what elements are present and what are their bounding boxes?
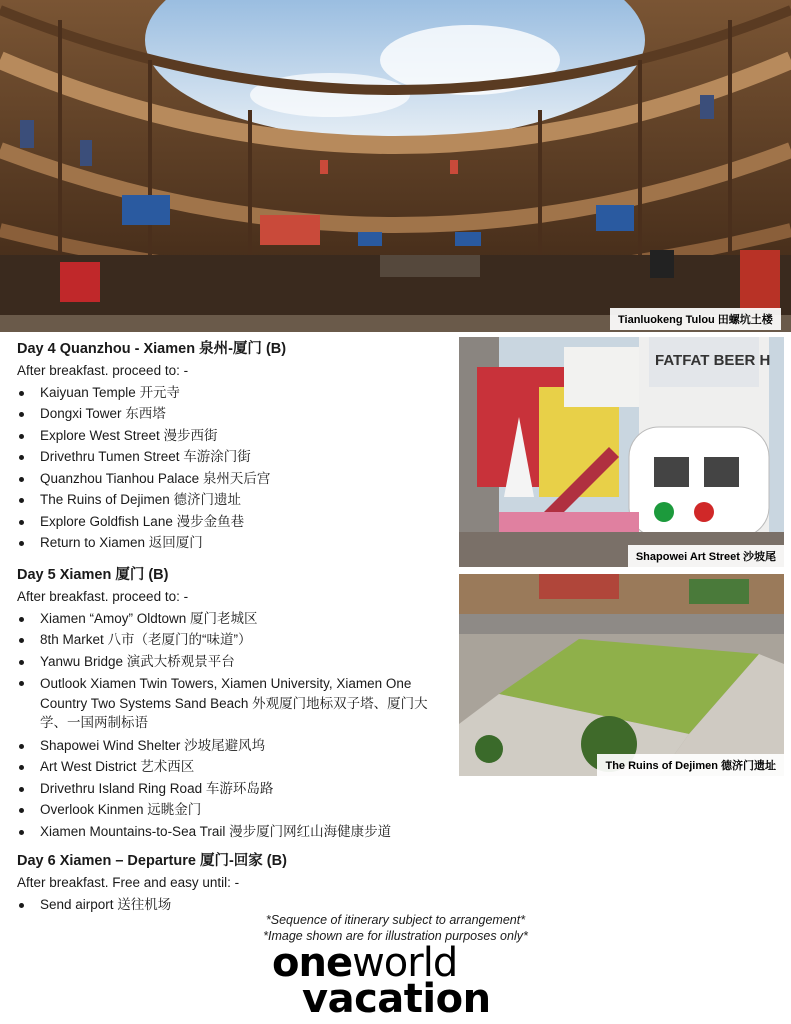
day4-title: Day 4 Quanzhou - Xiamen 泉州-厦门 (B) [17,341,287,357]
hero-caption: Tianluokeng Tulou 田螺坑土楼 [610,308,781,330]
list-item: Quanzhou Tianhou Palace 泉州天后宫 [17,468,447,490]
note-illustration: *Image shown are for illustration purposes only* [263,929,528,943]
list-item: Yanwu Bridge 演武大桥观景平台 [17,651,447,673]
list-item: Drivethru Island Ring Road 车游环岛路 [17,778,447,800]
list-item: Kaiyuan Temple 开元寺 [17,382,447,404]
day5-intro: After breakfast. proceed to: - [17,589,189,604]
day6-section [17,850,447,915]
day5-list [17,608,447,843]
list-item: The Ruins of Dejimen 德济门遗址 [17,489,447,511]
list-item: Overlook Kinmen 远眺金门 [17,799,447,821]
list-item: Return to Xiamen 返回厦门 [17,532,447,554]
note-sequence: *Sequence of itinerary subject to arrangement* [265,913,526,927]
day6-intro: After breakfast. Free and easy until: - [17,875,240,890]
list-item: 8th Market 八市（老厦门的“味道”） [17,629,447,651]
day5-title: Day 5 Xiamen 厦门 (B) [17,567,169,583]
tulou-illustration [0,0,791,332]
photo-ruins-of-dejimen [459,574,784,776]
day4-section [17,338,447,554]
oneworld-vacation-logo [272,940,522,1022]
street-sign-text: FATFAT BEER H [655,352,771,369]
list-item: Shapowei Wind Shelter 沙坡尾避风坞 [17,735,447,757]
list-item: Explore West Street 漫步西街 [17,425,447,447]
ruins-caption: The Ruins of Dejimen 德济门遗址 [597,754,784,776]
list-item: Drivethru Tumen Street 车游涂门街 [17,446,447,468]
logo-world: world [352,940,458,986]
list-item: Xiamen “Amoy” Oldtown 厦门老城区 [17,608,447,630]
street-illustration [459,337,784,567]
street-caption: Shapowei Art Street 沙坡尾 [628,545,784,567]
logo-vacation: vacation [302,976,491,1022]
ruins-illustration [459,574,784,776]
list-item: Dongxi Tower 东西塔 [17,403,447,425]
day6-title: Day 6 Xiamen – Departure 厦门-回家 (B) [17,853,287,869]
photo-shapowei-art-street [459,337,784,567]
logo-one: one [272,940,353,986]
list-item: Explore Goldfish Lane 漫步金鱼巷 [17,511,447,533]
list-item: Xiamen Mountains-to-Sea Trail 漫步厦门网红山海健康步道 [17,821,447,843]
list-item: Outlook Xiamen Twin Towers, Xiamen University, Xiamen One Country Two Systems Sand Beach 外观厦门地标双子塔、厦门大学、一国两制标语 [17,672,447,735]
list-item: Art West District 艺术西区 [17,756,447,778]
hero-photo-tulou [0,0,791,332]
list-item: Send airport 送往机场 [17,894,447,916]
day4-list [17,382,447,554]
day4-intro: After breakfast. proceed to: - [17,363,189,378]
day5-section [17,564,447,842]
